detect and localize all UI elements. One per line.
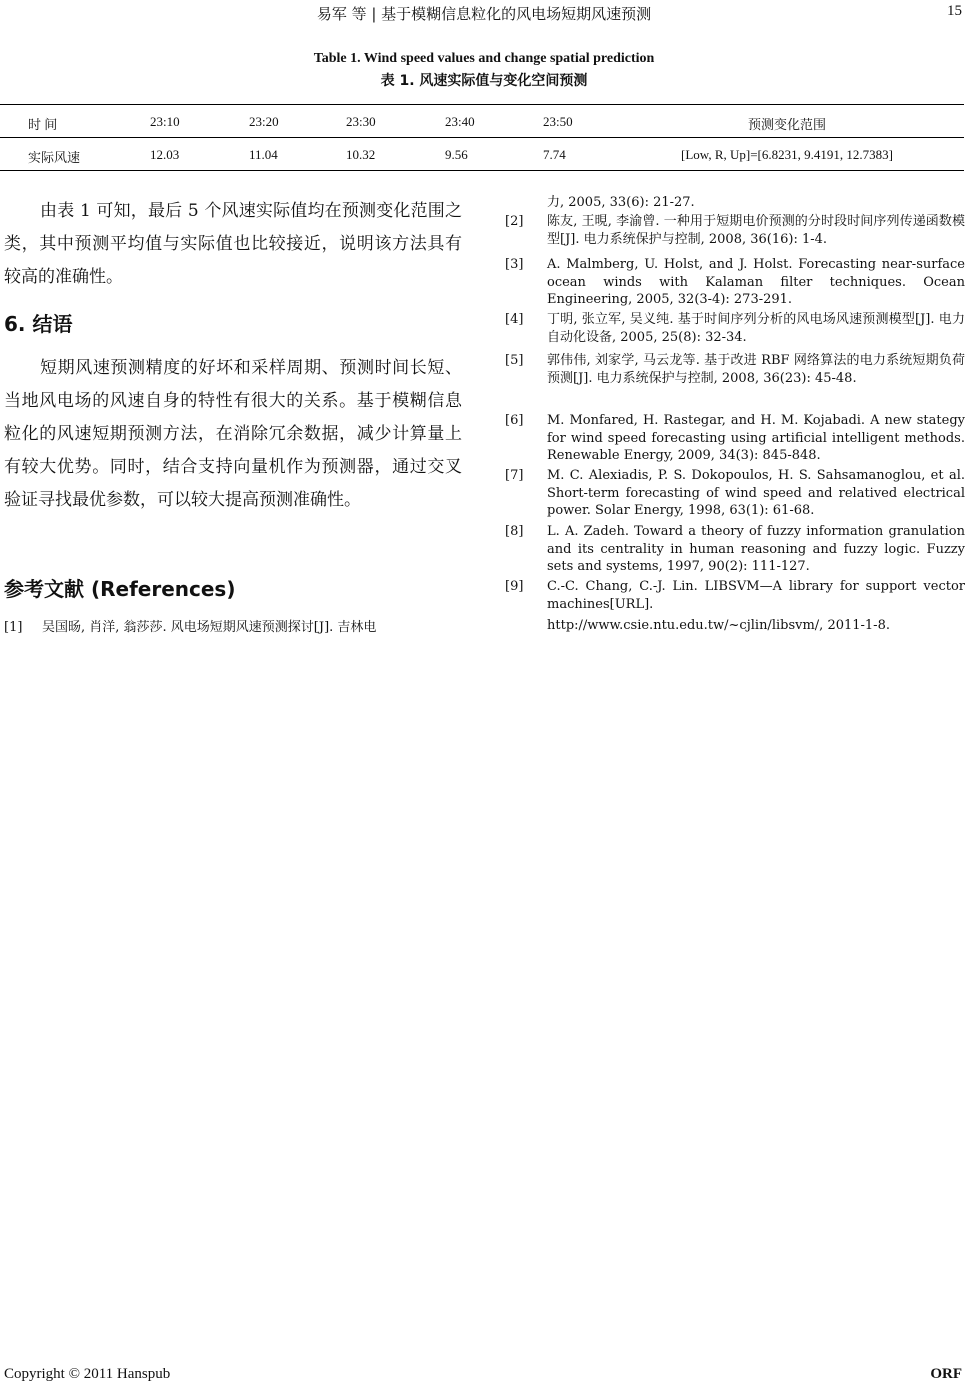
reference-text: 陈友, 王晛, 李渝曾. 一种用于短期电价预测的分时段时间序列传递函数模型[J]. 电力系统保护与控制, 2008, 36(16): 1-4. <box>547 214 965 247</box>
page-header <box>0 0 968 28</box>
reference-text: A. Malmberg, U. Holst, and J. Holst. Forecasting near-surface ocean winds with Kalaman filter techniques. Ocean Engineering, 2005, 32(3-4): 273-291. <box>547 257 965 307</box>
reference-item-6 <box>505 412 965 464</box>
reference-text: 力, 2005, 33(6): 21-27. <box>547 195 695 210</box>
table-caption-english: Table 1. Wind speed values and change spatial prediction <box>313 51 655 66</box>
reference-item-4 <box>505 311 965 347</box>
reference-text: 郭伟伟, 刘家学, 马云龙等. 基于改进 RBF 网络算法的电力系统短期负荷预测[J]. 电力系统保护与控制, 2008, 36(23): 45-48. <box>547 353 965 386</box>
reference-number: [6] <box>505 413 524 428</box>
table-header-cell: 23:20 <box>249 114 279 129</box>
reference-item-2 <box>505 213 965 249</box>
table-cell: 12.03 <box>150 147 180 162</box>
table-header-cell: 23:10 <box>150 114 180 129</box>
reference-text: L. A. Zadeh. Toward a theory of fuzzy information granulation and its centrality in human reasoning and fuzzy logic. Fuzzy sets and systems, 1997, 90(2): 111-127. <box>547 524 965 574</box>
table-cell: 10.32 <box>346 147 376 162</box>
table-row <box>0 138 964 170</box>
table-caption-chinese: 表 1. 风速实际值与变化空间预测 <box>380 73 588 89</box>
reference-text: M. C. Alexiadis, P. S. Dokopoulos, H. S. Sahsamanoglou, et al. Short-term forecasting of wind speed and relatived electrical power. Solar Energy, 1998, 63(1): 61-68. <box>547 468 965 518</box>
reference-number: [7] <box>505 468 524 483</box>
table-cell: 11.04 <box>249 147 278 162</box>
reference-item-1 <box>4 619 462 639</box>
wind-speed-table <box>0 104 964 171</box>
table-header-row <box>0 105 964 138</box>
table-cell: 7.74 <box>543 147 566 162</box>
table-header-cell: 预测变化范围 <box>747 117 826 132</box>
body-paragraph-1: 由表 1 可知，最后 5 个风速实际值均在预测变化范围之类，其中预测平均值与实际值也比较接近，说明该方法具有较高的准确性。 <box>4 201 462 287</box>
reference-number: [3] <box>505 257 524 272</box>
reference-number: [8] <box>505 524 524 539</box>
reference-number: [1] <box>4 620 23 635</box>
reference-item-3 <box>505 256 965 308</box>
reference-number: [2] <box>505 214 524 229</box>
reference-text: 吴国旸, 肖洋, 翁莎莎. 风电场短期风速预测探讨[J]. 吉林电 <box>42 620 377 635</box>
reference-number: [5] <box>505 353 524 368</box>
table-header-cell: 时 间 <box>28 117 58 132</box>
reference-number: [4] <box>505 312 524 327</box>
table-cell: 9.56 <box>445 147 468 162</box>
reference-item-8 <box>505 523 965 575</box>
reference-url[interactable]: http://www.csie.ntu.edu.tw/~cjlin/libsvm/, 2011-1-8. <box>547 618 890 633</box>
reference-item-9 <box>505 578 965 614</box>
reference-item-7 <box>505 467 965 519</box>
reference-text: C.-C. Chang, C.-J. Lin. LIBSVM—A library for support vector machines[URL]. <box>547 579 965 612</box>
reference-item-9-url <box>505 617 965 635</box>
reference-item-1-continued <box>505 194 965 212</box>
footer-copyright: Copyright © 2011 Hanspub <box>4 1366 171 1382</box>
running-title: 易军 等 | 基于模糊信息粒化的风电场短期风速预测 <box>316 5 652 23</box>
table-header-cell: 23:50 <box>543 114 573 129</box>
table-cell: 实际风速 <box>28 150 81 165</box>
page-number: 15 <box>947 3 962 19</box>
references-heading: 参考文献 (References) <box>4 577 236 601</box>
section-heading-conclusion: 6. 结语 <box>4 312 73 336</box>
reference-number: [9] <box>505 579 524 594</box>
body-paragraph-2: 短期风速预测精度的好坏和采样周期、预测时间长短、当地风电场的风速自身的特性有很大的关系。基于模糊信息粒化的风速短期预测方法，在消除冗余数据，减少计算量上有较大优势。同时，结合支持向量机作为预测器，通过交叉验证寻找最优参数，可以较大提高预测准确性。 <box>4 358 462 510</box>
reference-text: M. Monfared, H. Rastegar, and H. M. Kojabadi. A new stategy for wind speed forecasting using artificial intelligent methods. Renewable Energy, 2009, 34(3): 845-848. <box>547 413 965 463</box>
table-header-cell: 23:40 <box>445 114 475 129</box>
table-cell: [Low, R, Up]=[6.8231, 9.4191, 12.7383] <box>681 147 893 162</box>
reference-text: 丁明, 张立军, 吴义纯. 基于时间序列分析的风电场风速预测模型[J]. 电力自动化设备, 2005, 25(8): 32-34. <box>547 312 965 345</box>
reference-item-5 <box>505 352 965 406</box>
table-header-cell: 23:30 <box>346 114 376 129</box>
footer-journal: ORF <box>930 1366 962 1382</box>
